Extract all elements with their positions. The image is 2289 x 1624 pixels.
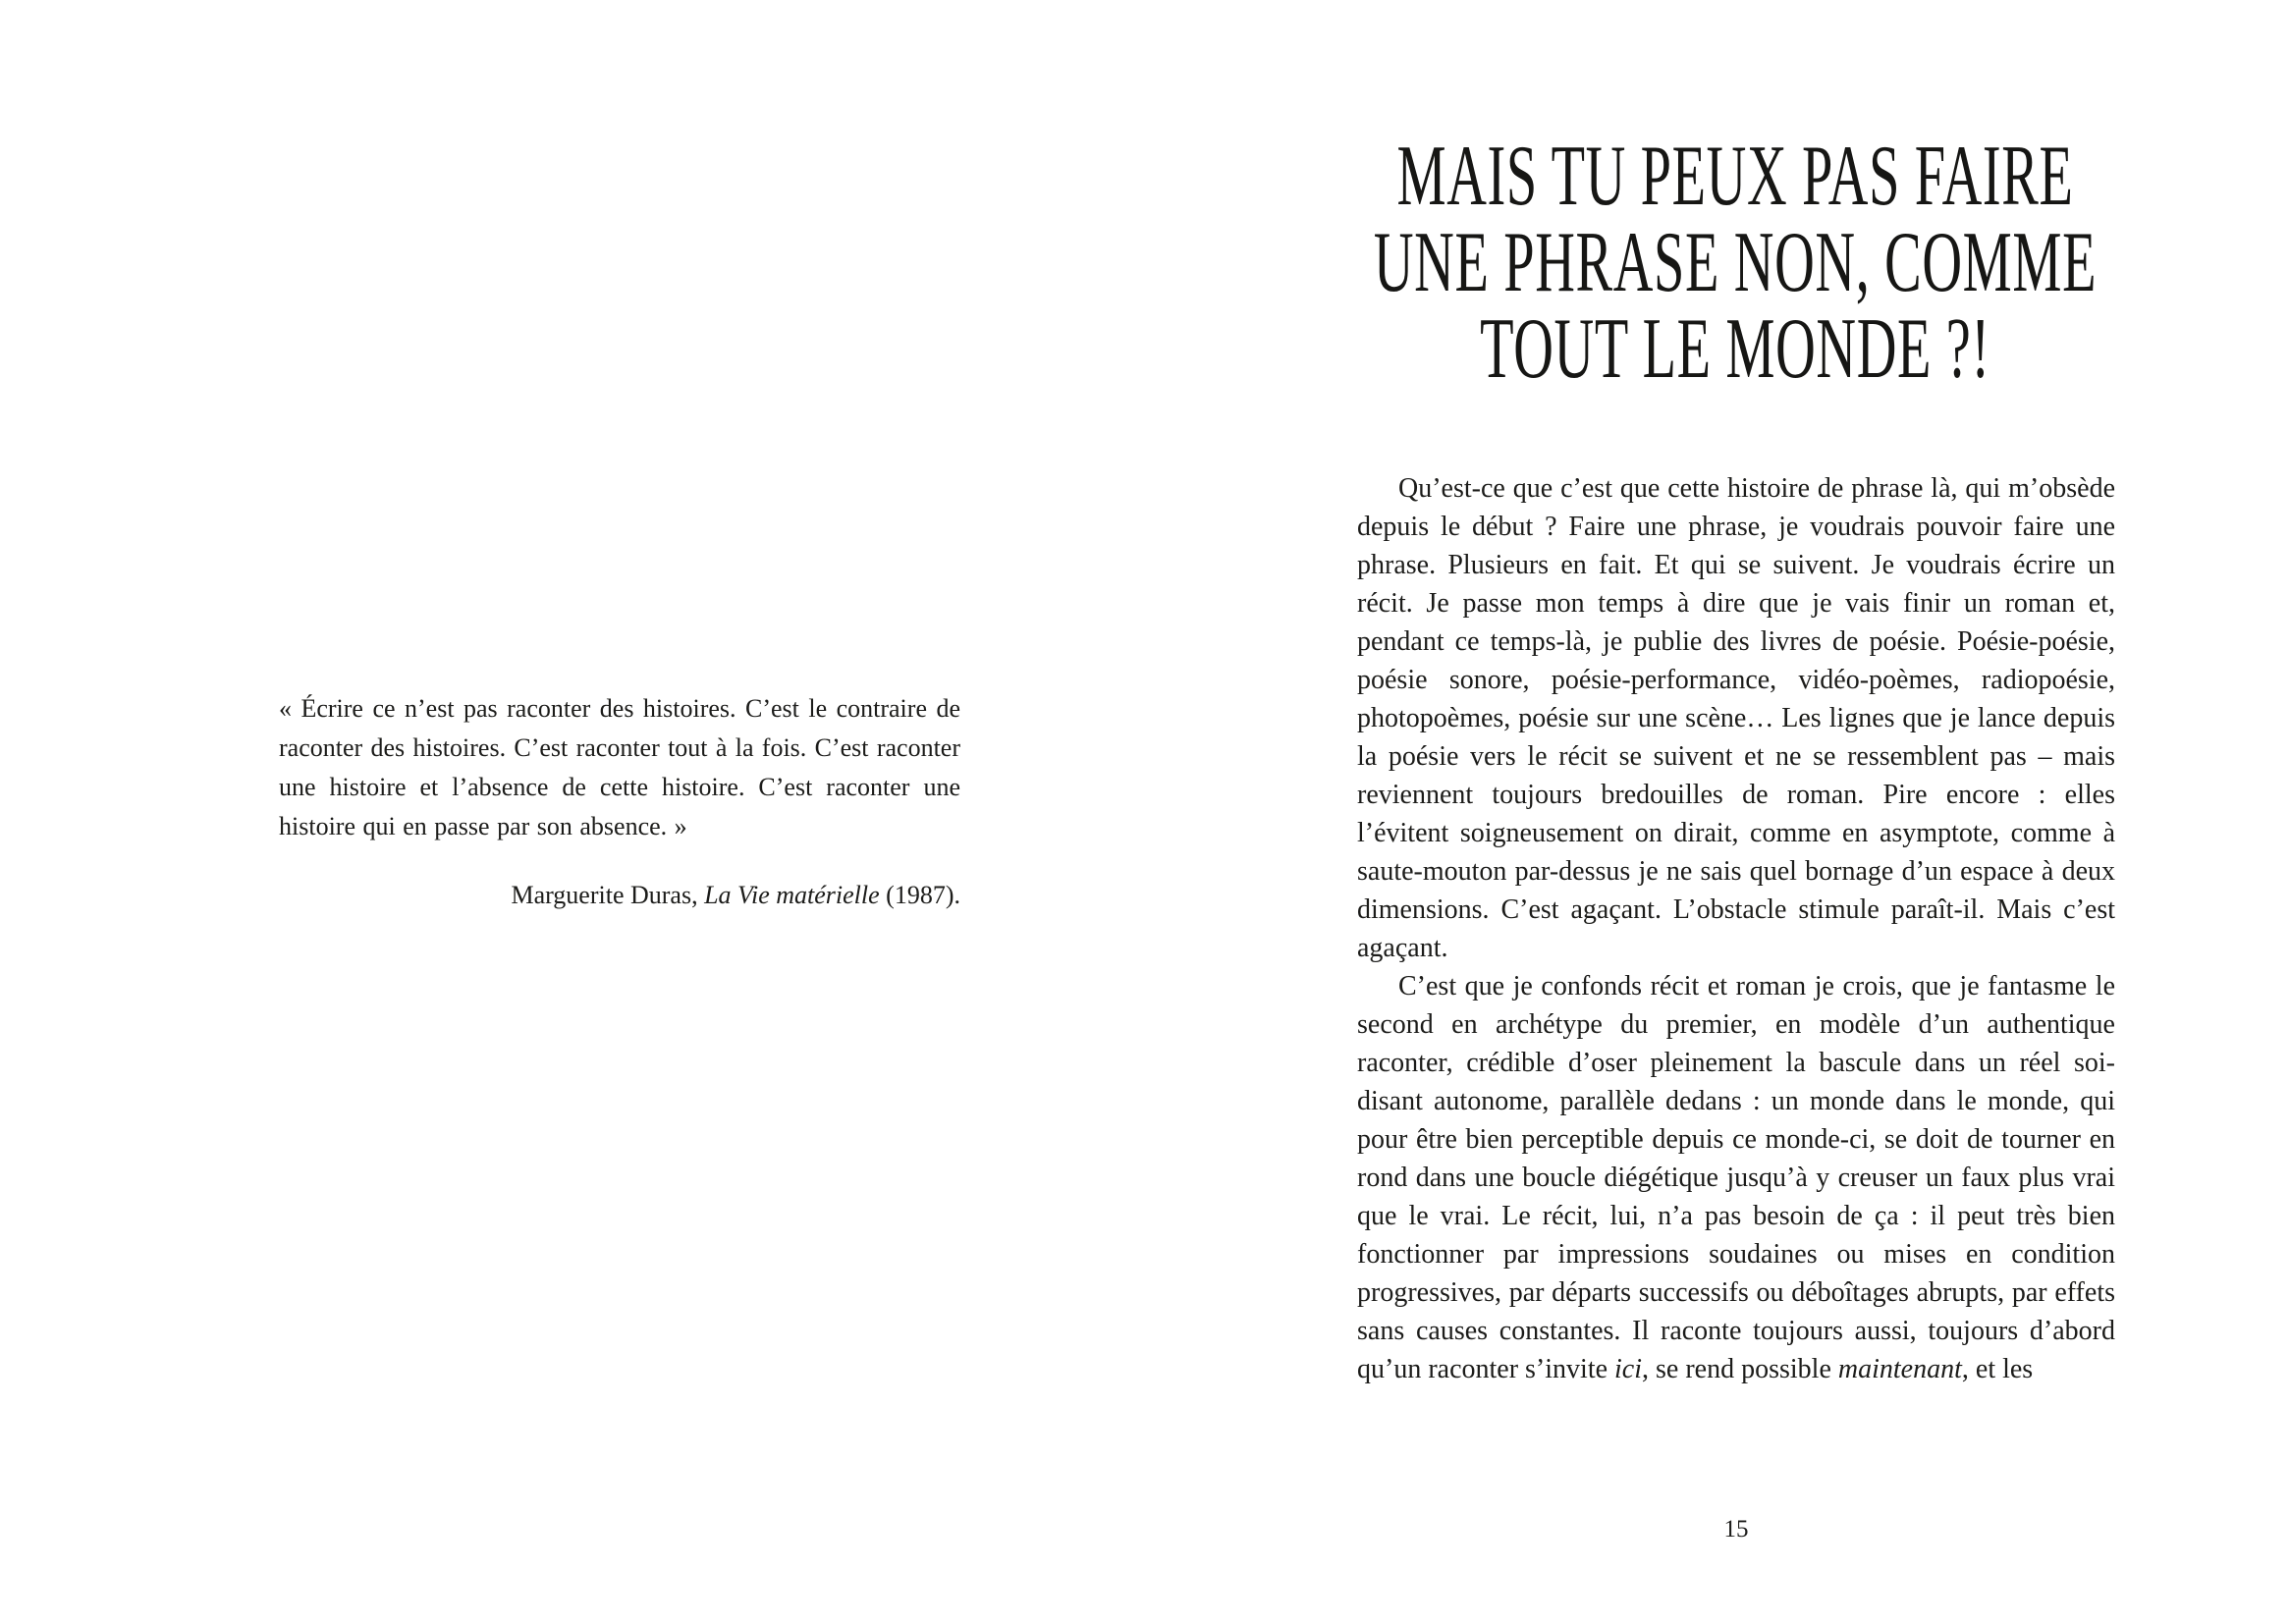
chapter-title-line: MAIS TU PEUX PAS FAIRE	[1396, 129, 2074, 224]
paragraph: Qu’est-ce que c’est que cette histoire de phrase là, qui m’obsède depuis le début ? Faire une phrase, je voudrais pouvoir faire une phrase. Plusieurs en fait. Et qui se suivent. Je voudrais écrire un récit. Je passe mon temps à dire que je vais finir un roman et, pendant ce temps-là, je publie des livres de poésie. Poésie-poésie, poésie sonore, poésie-performance, vidéo-poèmes, radiopoésie, photopoèmes, poésie sur une scène… Les lignes que je lance depuis la poésie vers le récit se suivent et ne se ressemblent pas – mais reviennent toujours bredouilles de roman. Pire encore : elles l’évitent soigneusement on dirait, comme en asymptote, comme à saute-mouton par-dessus je ne sais quel bornage d’un espace à deux dimensions. C’est agaçant. L’obstacle stimule paraît-il. Mais c’est agaçant.	[1357, 473, 2115, 963]
chapter-title-line: UNE PHRASE NON, COMME	[1373, 215, 2098, 310]
body-text	[1357, 469, 2115, 1388]
paragraph: C’est que je confonds récit et roman je crois, que je fantasme le second en archétype du premier, en modèle d’un authentique raconter, crédible d’oser pleinement la bascule dans un réel soi-disant autonome, parallèle dedans : un monde dans le monde, qui pour être bien perceptible depuis ce monde-ci, se doit de tourner en rond dans une boucle diégétique jusqu’à y creuser un faux plus vrai que le vrai. Le récit, lui, n’a pas besoin de ça : il peut très bien fonctionner par impressions soudaines ou mises en condition progressives, par départs successifs ou déboîtages abrupts, par effets sans causes constantes. Il raconte toujours aussi, toujours d’abord qu’un raconter s’invite ici, se rend possible maintenant, et les	[1357, 971, 2115, 1384]
epigraph-quote: « Écrire ce n’est pas raconter des histoires. C’est le contraire de raconter des histoires. C’est raconter tout à la fois. C’est raconter une histoire et l’absence de cette histoire. C’est raconter une histoire qui en passe par son absence. »	[279, 694, 960, 840]
epigraph-attribution: Marguerite Duras, La Vie matérielle (1987).	[511, 881, 960, 909]
epigraph	[279, 689, 960, 913]
page-number: 15	[1723, 1516, 1749, 1543]
chapter-title-line: TOUT LE MONDE ?!	[1480, 301, 1990, 397]
chapter-title	[1358, 129, 2112, 397]
